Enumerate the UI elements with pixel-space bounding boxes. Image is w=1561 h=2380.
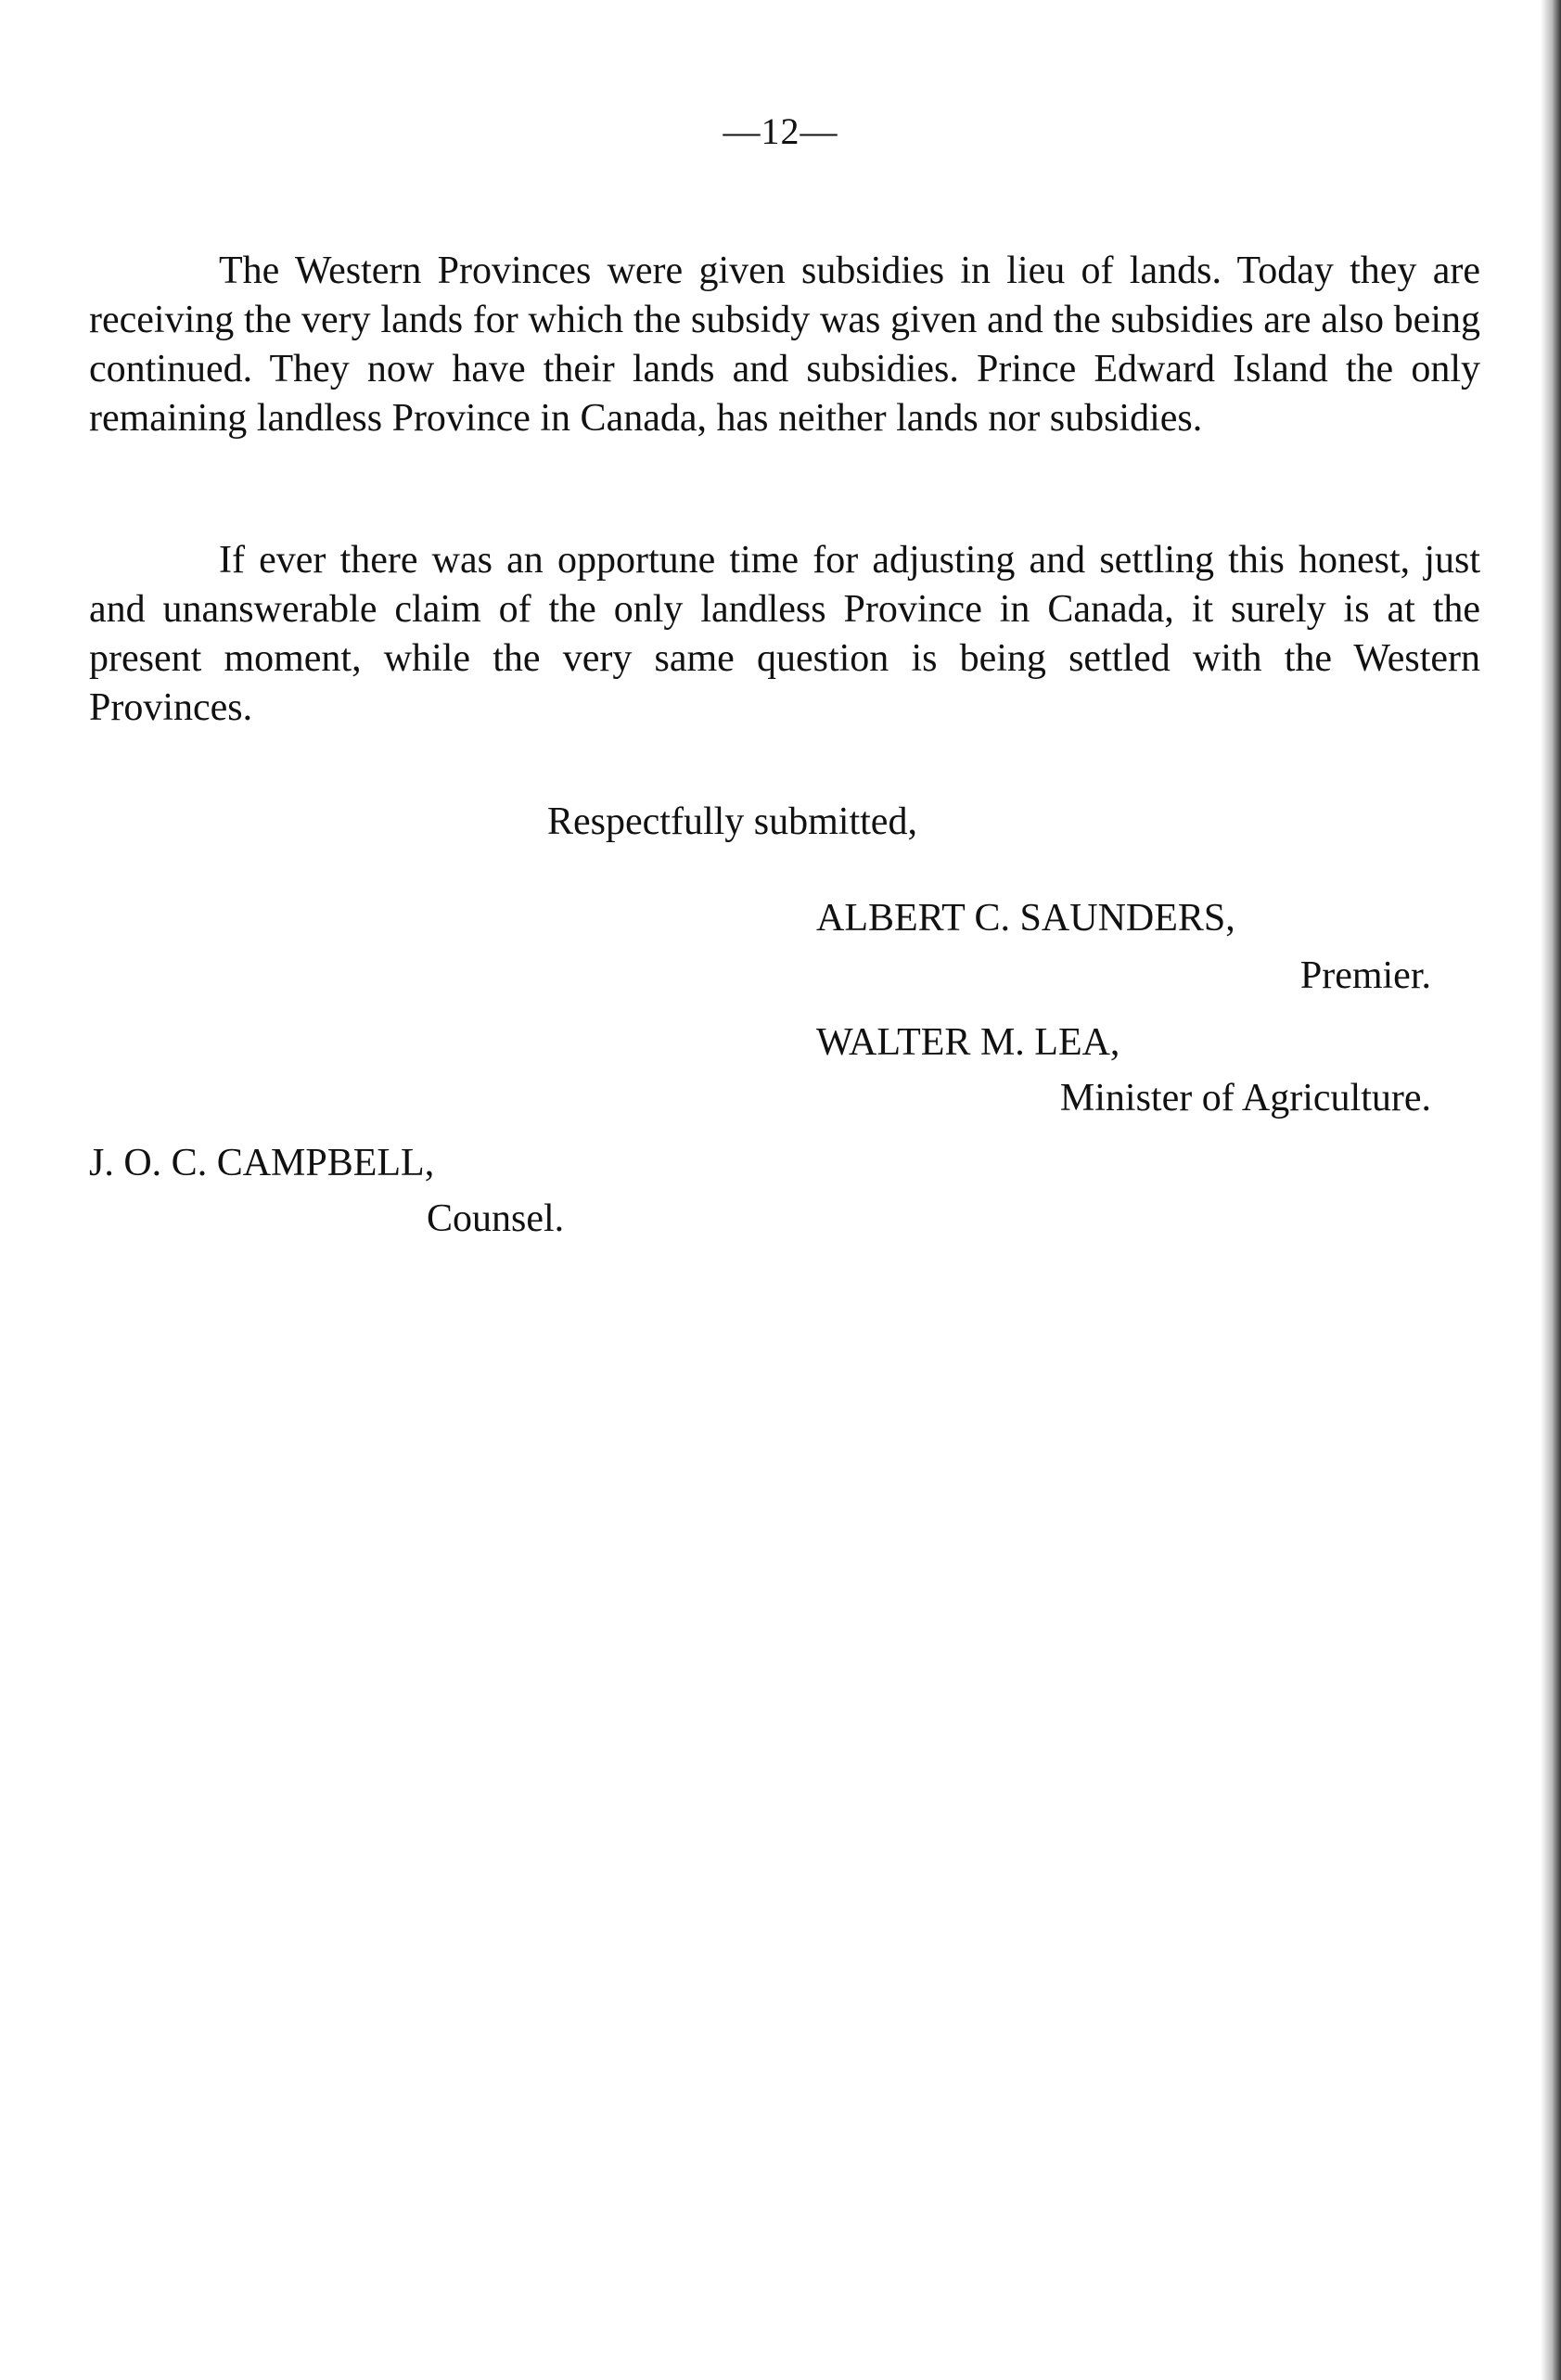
signatory-title-saunders: Premier.	[1299, 954, 1431, 997]
signatory-name-lea: WALTER M. LEA,	[816, 1021, 1120, 1064]
signatory-title-lea: Minister of Agriculture.	[1059, 1077, 1431, 1120]
paragraph-text: If ever there was an opportune time for adjusting and settling this honest, just and unanswerable claim of the only landless Province in Canada, it surely is at the present moment, while the very same question is being settled with the Western Provinces.	[89, 539, 1480, 729]
signatory-name-campbell: J. O. C. CAMPBELL,	[89, 1142, 435, 1184]
closing-line: Respectfully submitted,	[547, 800, 917, 843]
paragraph-subsidies	[89, 247, 1480, 443]
page-edge-shadow	[1541, 0, 1561, 2380]
paragraph-text: The Western Provinces were given subsidies in lieu of lands. Today they are receiving the very lands for which the subsidy was given and the subsidies are also being continued. They now have their lands and subsidies. Prince Edward Island the only remaining landless Province in Canada, has neither lands nor subsidies.	[89, 250, 1480, 440]
signatory-name-saunders: ALBERT C. SAUNDERS,	[816, 897, 1235, 940]
page-number: —12—	[723, 110, 838, 152]
signatory-title-campbell: Counsel.	[427, 1197, 565, 1240]
paragraph-opportune-time	[89, 536, 1480, 733]
